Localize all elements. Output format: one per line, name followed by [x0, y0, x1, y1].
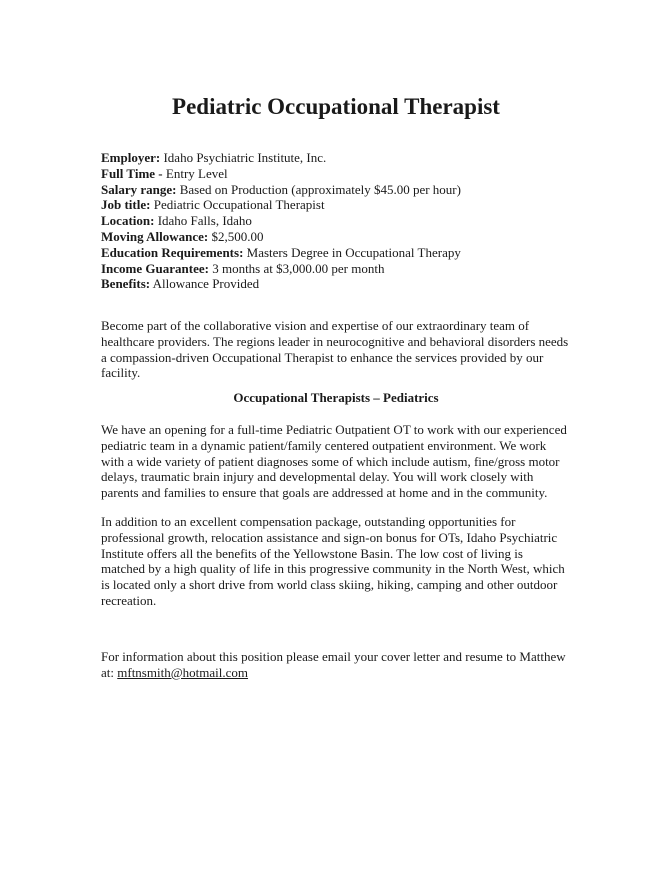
education-requirements-field	[101, 245, 581, 261]
text-line: healthcare providers. The regions leader in neurocognitive and behavioral disorders needs	[101, 333, 569, 349]
field-label: Moving Allowance:	[101, 228, 209, 244]
income-guarantee-field	[101, 261, 581, 277]
intro-paragraph	[101, 318, 577, 381]
text-line: professional growth, relocation assistance and sign-on bonus for OTs, Idaho Psychiatric	[101, 529, 558, 545]
text-line: a compassion-driven Occupational Therapist to enhance the services provided by our	[101, 349, 544, 365]
text-line: matched by a high quality of life in this progressive community in the North West, which	[101, 561, 565, 577]
field-label: Salary range:	[101, 181, 177, 197]
field-label: Location:	[101, 213, 155, 229]
job-details	[101, 150, 581, 292]
text-line: is located only a short drive from world class skiing, hiking, camping and other outdoor	[101, 577, 558, 593]
text-line: with a wide variety of patient diagnoses some of which include autism, fine/gross motor	[101, 453, 560, 469]
email-link[interactable]: mftnsmith@hotmail.com	[117, 664, 249, 680]
employer-field	[101, 150, 581, 166]
moving-allowance-field	[101, 229, 581, 245]
benefits-paragraph	[101, 514, 577, 609]
page-title: Pediatric Occupational Therapist	[172, 94, 500, 119]
field-label: Income Guarantee:	[101, 260, 209, 276]
field-label: Benefits:	[101, 276, 151, 292]
text-line: In addition to an excellent compensation package, outstanding opportunities for	[101, 514, 516, 529]
field-label: Full Time -	[101, 165, 166, 181]
field-value: Allowance Provided	[150, 276, 260, 292]
text-line: Institute offers all the benefits of the Yellowstone Basin. The low cost of living is	[101, 545, 523, 561]
opening-paragraph	[101, 422, 577, 501]
field-value: 3 months at $3,000.00 per month	[208, 260, 385, 276]
text-line: For information about this position please email your cover letter and resume to Matthew	[101, 649, 566, 664]
benefits-field	[101, 276, 581, 292]
text-line: recreation.	[101, 592, 157, 608]
job-title-field	[101, 197, 581, 213]
field-value: Based on Production (approximately $45.00 per hour)	[176, 181, 461, 197]
salary-range-field	[101, 182, 581, 198]
contact-paragraph	[101, 649, 577, 681]
text-line: We have an opening for a full-time Pediatric Outpatient OT to work with our experienced	[101, 422, 567, 437]
text-line: pediatric team in a dynamic patient/family centered outpatient environment. We work	[101, 437, 547, 453]
text-line	[101, 665, 577, 681]
text-line: delays, traumatic brain injury and developmental delay. You will work closely with	[101, 469, 534, 485]
location-field	[101, 213, 581, 229]
field-value: Idaho Psychiatric Institute, Inc.	[160, 150, 327, 165]
section-heading: Occupational Therapists – Pediatrics	[233, 390, 439, 405]
contact-prefix: at:	[101, 664, 118, 680]
employment-type-field	[101, 166, 581, 182]
field-value: $2,500.00	[208, 228, 264, 244]
field-value: Masters Degree in Occupational Therapy	[243, 244, 461, 260]
field-label: Employer:	[101, 150, 161, 165]
field-label: Education Requirements:	[101, 244, 244, 260]
field-label: Job title:	[101, 197, 151, 213]
field-value: Entry Level	[165, 165, 228, 181]
field-value: Idaho Falls, Idaho	[154, 213, 252, 229]
text-line: parents and families to ensure that goals are addressed at home and in the community.	[101, 485, 548, 501]
field-value: Pediatric Occupational Therapist	[150, 197, 325, 213]
text-line: Become part of the collaborative vision and expertise of our extraordinary team of	[101, 318, 530, 333]
text-line: facility.	[101, 365, 141, 381]
